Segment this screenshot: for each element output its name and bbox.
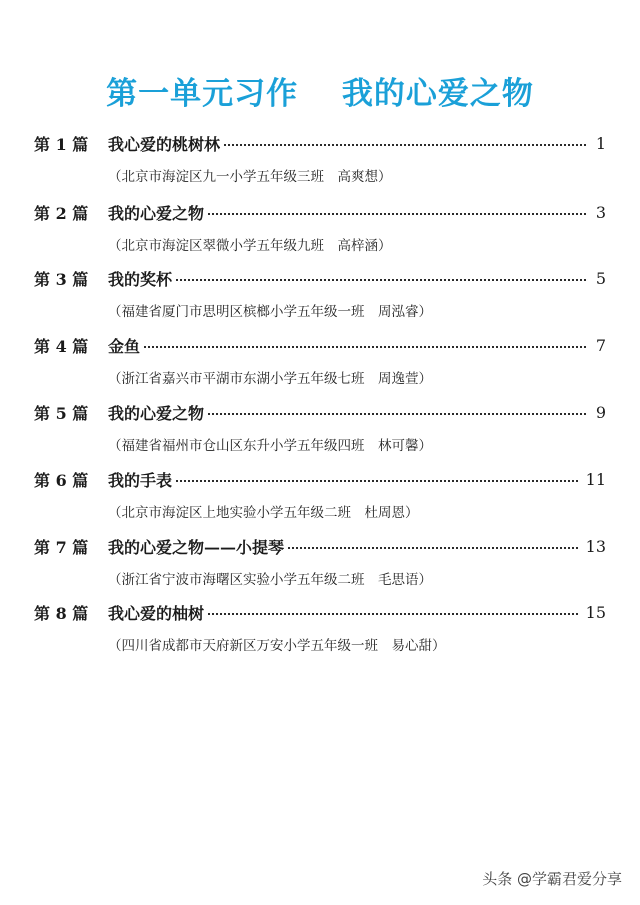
toc-entry-line — [34, 534, 606, 558]
entry-page-number: 15 — [585, 602, 606, 622]
entry-author: （浙江省宁波市海曙区实验小学五年级二班 毛思语） — [108, 572, 432, 588]
entry-page-number: 11 — [585, 469, 606, 489]
dot-leader — [144, 346, 586, 348]
entry-author: （北京市海淀区九一小学五年级三班 高爽想） — [108, 169, 392, 185]
entry-title: 我心爱的桃树林 — [108, 134, 221, 154]
toc-entry[interactable] — [0, 600, 640, 660]
entry-number: 第 2 篇 — [34, 203, 89, 223]
entry-number: 第 8 篇 — [34, 603, 89, 623]
dot-leader — [208, 213, 586, 215]
entry-page-number: 1 — [595, 133, 606, 153]
toc-entry[interactable] — [0, 400, 640, 460]
toc-entry-line — [34, 131, 606, 155]
entry-page-number: 7 — [595, 335, 606, 355]
entry-title: 我的心爱之物 — [108, 203, 205, 223]
entry-author: （福建省福州市仓山区东升小学五年级四班 林可馨） — [108, 438, 432, 454]
dot-leader — [288, 547, 578, 549]
dot-leader — [224, 144, 586, 146]
entry-number: 第 4 篇 — [34, 336, 89, 356]
dot-leader — [176, 480, 578, 482]
toc-entry[interactable] — [0, 131, 640, 191]
entry-author: （北京市海淀区翠微小学五年级九班 高梓涵） — [108, 238, 392, 254]
entry-author: （浙江省嘉兴市平湖市东湖小学五年级七班 周逸萱） — [108, 371, 432, 387]
toc-entry[interactable] — [0, 534, 640, 594]
entry-page-number: 5 — [595, 268, 606, 288]
dot-leader — [208, 413, 586, 415]
entry-author: （四川省成都市天府新区万安小学五年级一班 易心甜） — [108, 638, 446, 654]
entry-title: 我的奖杯 — [108, 269, 173, 289]
entry-author: （福建省厦门市思明区槟榔小学五年级一班 周泓睿） — [108, 304, 432, 320]
entry-number: 第 7 篇 — [34, 537, 89, 557]
toc-entry[interactable] — [0, 467, 640, 527]
entry-page-number: 9 — [595, 402, 606, 422]
dot-leader — [208, 613, 578, 615]
entry-number: 第 6 篇 — [34, 470, 89, 490]
entry-title: 金鱼 — [108, 336, 141, 356]
entry-author: （北京市海淀区上地实验小学五年级二班 杜周恩） — [108, 505, 419, 521]
entry-number: 第 5 篇 — [34, 403, 89, 423]
entry-number: 第 1 篇 — [34, 134, 89, 154]
entry-title: 我的手表 — [108, 470, 173, 490]
entry-title: 我心爱的柚树 — [108, 603, 205, 623]
toc-entry-line — [34, 400, 606, 424]
toc-entry[interactable] — [0, 200, 640, 260]
entry-title: 我的心爱之物 — [108, 403, 205, 423]
toc-entry-line — [34, 200, 606, 224]
entry-number: 第 3 篇 — [34, 269, 89, 289]
toc-entry[interactable] — [0, 333, 640, 393]
dot-leader — [176, 279, 586, 281]
toc-entry-line — [34, 266, 606, 290]
toc-entry-line — [34, 333, 606, 357]
toc-entry[interactable] — [0, 266, 640, 326]
entry-page-number: 13 — [585, 536, 606, 556]
toc-entry-line — [34, 467, 606, 491]
toc-entry-line — [34, 600, 606, 624]
watermark: 头条 @学霸君爱分享 — [482, 870, 622, 888]
unit-title: 第一单元习作 我的心爱之物 — [106, 76, 534, 112]
entry-title: 我的心爱之物——小提琴 — [108, 537, 285, 557]
entry-page-number: 3 — [595, 202, 606, 222]
